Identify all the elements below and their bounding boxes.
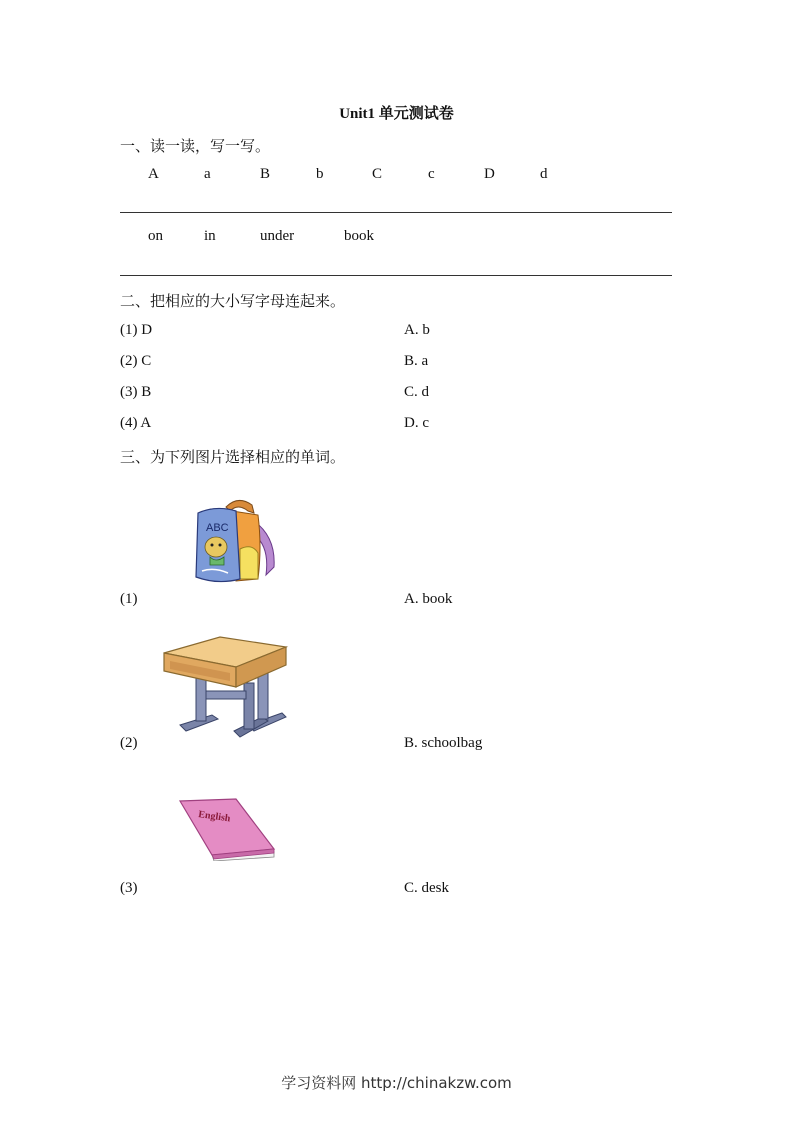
- letter-A: A: [148, 166, 159, 182]
- desk-picture: [160, 633, 290, 741]
- match-left-4: (4) A: [120, 415, 152, 431]
- picture-number-3: (3): [120, 880, 138, 896]
- section2-heading: 二、把相应的大小写字母连起来。: [120, 294, 346, 310]
- letter-a: a: [204, 166, 211, 182]
- word-book: book: [344, 228, 374, 244]
- bag-abc-text: ABC: [206, 522, 229, 534]
- letter-D: D: [484, 166, 495, 182]
- word-in: in: [204, 228, 216, 244]
- writing-line-2[interactable]: [120, 275, 672, 276]
- letter-C: C: [372, 166, 383, 182]
- footer-watermark: 学习资料网 http://chinakzw.com: [281, 1074, 512, 1092]
- word-under: under: [260, 228, 295, 244]
- schoolbag-picture: [188, 497, 280, 585]
- page-title: Unit1 单元测试卷: [339, 106, 454, 122]
- book-picture: [176, 797, 278, 861]
- match-left-3: (3) B: [120, 384, 152, 400]
- match-left-2: (2) C: [120, 353, 152, 369]
- match-right-B: B. a: [404, 353, 429, 369]
- picture-number-2: (2): [120, 735, 138, 751]
- letter-B: B: [260, 166, 271, 182]
- match-left-1: (1) D: [120, 322, 153, 338]
- word-on: on: [148, 228, 163, 244]
- option-B: B. schoolbag: [404, 735, 483, 751]
- option-C: C. desk: [404, 880, 449, 896]
- picture-number-1: (1): [120, 591, 138, 607]
- section3-heading: 三、为下列图片选择相应的单词。: [120, 450, 346, 466]
- book-cover-text: English: [197, 809, 232, 825]
- match-right-A: A. b: [404, 322, 430, 338]
- writing-line-1[interactable]: [120, 212, 672, 213]
- letter-b: b: [316, 166, 324, 182]
- match-right-C: C. d: [404, 384, 430, 400]
- letter-d: d: [540, 166, 548, 182]
- letter-c: c: [428, 166, 435, 182]
- section1-heading: 一、读一读，写一写。: [120, 139, 271, 155]
- match-right-D: D. c: [404, 415, 429, 431]
- option-A: A. book: [404, 591, 453, 607]
